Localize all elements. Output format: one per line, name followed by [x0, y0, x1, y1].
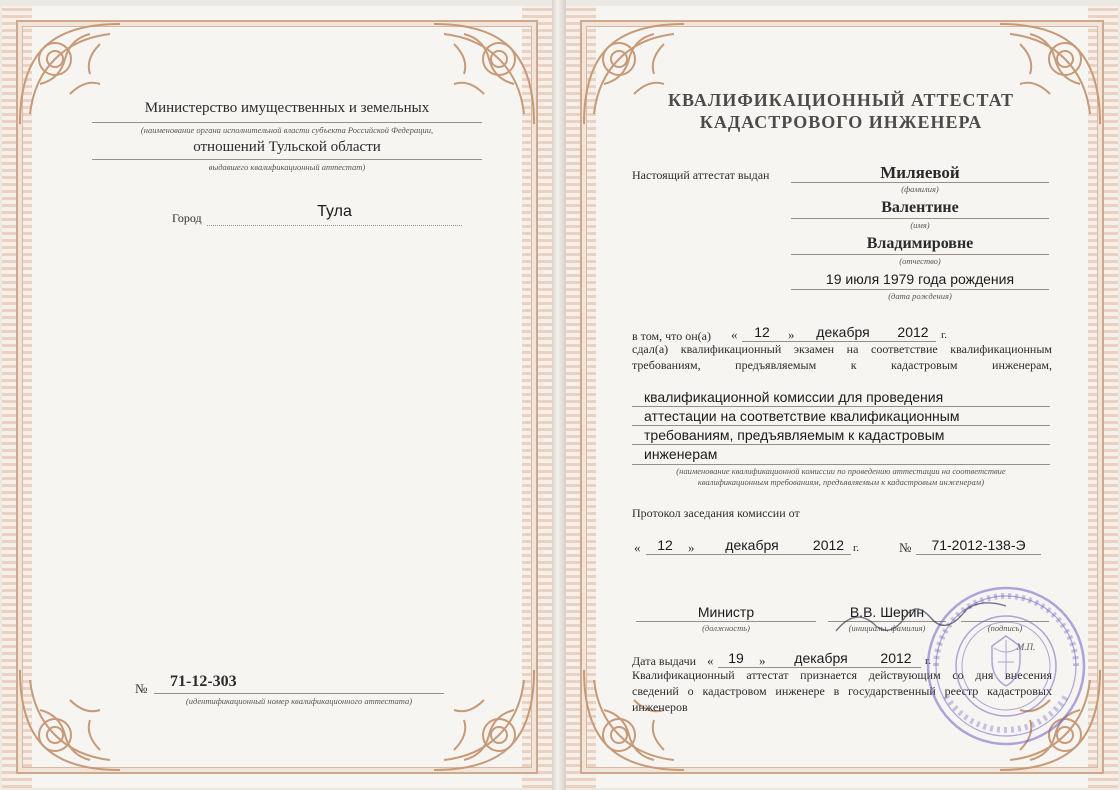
signatory-position: Министр: [697, 604, 755, 620]
signatory-caption: (инициалы, фамилия): [848, 623, 926, 633]
protocol-month: декабря: [725, 537, 779, 553]
protocol-day: 12: [657, 537, 673, 553]
first-name-caption: (имя): [910, 220, 930, 230]
patronymic-rule: [791, 254, 1049, 255]
commission-caption1: (наименование квалификационной комиссии по проведению аттестации на соответствие: [676, 466, 1006, 476]
protocol-year-suffix: г.: [853, 542, 860, 554]
signature-caption: (подпись): [987, 623, 1023, 633]
exam-day: 12: [754, 324, 770, 340]
issue-year: 2012: [880, 650, 912, 666]
protocol-label: Протокол заседания комиссии от: [632, 506, 800, 520]
authority-line1: Министерство имущественных и земельных: [144, 100, 430, 116]
surname-caption: (фамилия): [901, 184, 939, 194]
protocol-number-rule: [916, 554, 1041, 555]
validity-line3: инженеров: [632, 700, 688, 714]
protocol-date-rule: [646, 554, 851, 555]
commission-line: инженерам: [644, 446, 718, 462]
document-title-line1: КВАЛИФИКАЦИОННЫЙ АТТЕСТАТ: [668, 90, 1014, 110]
birth-date-rule: [791, 289, 1049, 290]
issue-date-label: Дата выдачи: [632, 654, 697, 668]
authority-caption2: выдавшего квалификационный аттестат): [208, 162, 366, 172]
protocol-number-sign: №: [899, 540, 912, 555]
city-label: Город: [172, 211, 202, 225]
number-rule: [154, 693, 444, 694]
city-value: Тула: [317, 203, 352, 220]
exam-year-suffix: г.: [941, 329, 948, 341]
ornament-corner-icon: [10, 660, 130, 780]
first-name-rule: [791, 218, 1049, 219]
issue-close-quote: »: [759, 653, 766, 668]
exam-open-quote: «: [731, 327, 738, 342]
seal-caption: М.П.: [1016, 642, 1036, 652]
authority-caption1: (наименование органа исполнительной власти субъекта Российской Федерации,: [140, 125, 434, 135]
commission-caption2: квалификационным требованиям, предъявляемым к кадастровым инженерам): [697, 477, 985, 487]
protocol-close-quote: »: [688, 540, 695, 555]
issue-year-suffix: г.: [925, 655, 932, 667]
protocol-number: 71-2012-138-Э: [931, 537, 1026, 553]
number-sign: №: [135, 681, 148, 696]
issue-open-quote: «: [707, 653, 714, 668]
commission-rule: [632, 444, 1050, 445]
attestat-number: 71-12-303: [170, 673, 237, 690]
commission-rule: [632, 464, 1050, 465]
birth-date: 19 июля 1979 года рождения: [825, 271, 1015, 287]
protocol-open-quote: «: [634, 540, 641, 555]
exam-year: 2012: [897, 324, 929, 340]
validity-line1: Квалификационный аттестат признается действующим со дня внесения: [632, 668, 1052, 682]
book-spine: [552, 0, 566, 790]
right-page: [566, 6, 1118, 788]
exam-prefix: в том, что он(а): [632, 329, 711, 343]
commission-rule: [632, 406, 1050, 407]
position-rule: [636, 621, 816, 622]
exam-month: декабря: [816, 324, 870, 340]
surname: Миляевой: [880, 163, 960, 182]
exam-close-quote: »: [788, 327, 795, 342]
issue-day: 19: [728, 650, 744, 666]
first-name: Валентине: [881, 199, 959, 216]
issue-month: декабря: [794, 650, 848, 666]
authority-line2: отношений Тульской области: [193, 139, 381, 155]
commission-line: квалификационной комиссии для проведения: [644, 389, 944, 405]
validity-line2: сведений о кадастровом инженере в государственный реестр кадастровых: [632, 684, 1052, 698]
birth-date-caption: (дата рождения): [888, 291, 952, 301]
commission-rule: [632, 425, 1050, 426]
authority-line1-rule: [92, 122, 482, 123]
exam-text-line2: требованиям, предъявляемым к кадастровым инженерам,: [632, 358, 1052, 372]
document-title-line2: КАДАСТРОВОГО ИНЖЕНЕРА: [699, 112, 983, 132]
authority-line2-rule: [92, 159, 482, 160]
surname-rule: [791, 182, 1049, 183]
number-caption: (идентификационный номер квалификационного аттестата): [185, 696, 413, 706]
protocol-year: 2012: [812, 537, 845, 553]
issued-to-label: Настоящий аттестат выдан: [632, 168, 770, 182]
commission-line: аттестации на соответствие квалификационным: [644, 408, 960, 424]
patronymic: Владимировне: [866, 235, 974, 252]
exam-text-line1: сдал(а) квалификационный экзамен на соответствие квалификационным: [632, 342, 1052, 356]
patronymic-caption: (отчество): [899, 256, 941, 266]
commission-line: требованиям, предъявляемым к кадастровым: [644, 427, 945, 443]
left-page: [2, 6, 552, 788]
ornament-corner-icon: [424, 660, 544, 780]
signature-scribble: [831, 596, 1011, 646]
position-caption: (должность): [702, 623, 750, 633]
city-rule: [207, 225, 462, 226]
signatory-name: В.В. Шерин: [849, 604, 925, 620]
